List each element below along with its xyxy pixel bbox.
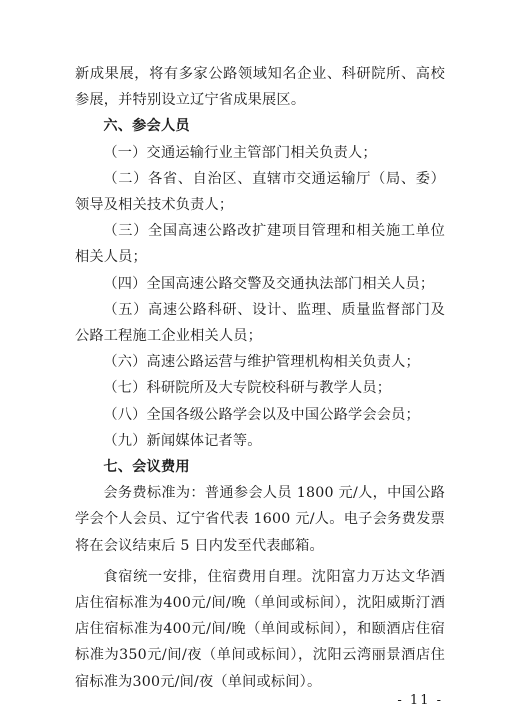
intro-paragraph: 新成果展，将有多家公路领域知名企业、科研院所、高校参展，并特别设立辽宁省成果展区。 xyxy=(75,66,445,109)
lodging-paragraph: 食宿统一安排，住宿费用自理。沈阳富力万达文华酒店住宿标准为400元/间/晚（单间或标间），沈阳威斯汀酒店住宿标准为400元/间/晚（单间或标间），和颐酒店住宿标准为350元/间/夜（单间或标间），沈阳云湾丽景酒店住宿标准为300元/间/夜（单间或标间）。 xyxy=(75,568,445,690)
attendee-item-5: （五）高速公路科研、设计、监理、质量监督部门及公路工程施工企业相关人员； xyxy=(75,301,445,345)
attendee-item-7: （七）科研院所及大专院校科研与教学人员； xyxy=(103,380,392,397)
fee-paragraph: 会务费标准为：普通参会人员 1800 元/人，中国公路学会个人会员、辽宁省代表 1600 元/人。电子会务费发票将在会议结束后 5 日内发至代表邮箱。 xyxy=(75,485,445,554)
attendee-item-4: （四）全国高速公路交警及交通执法部门相关人员； xyxy=(103,275,435,292)
attendee-item-8: （八）全国各级公路学会以及中国公路学会会员； xyxy=(103,406,420,423)
attendee-item-3: （三）全国高速公路改扩建项目管理和相关施工单位相关人员； xyxy=(75,223,445,266)
section-6-heading: 六、参会人员 xyxy=(103,118,190,135)
attendee-item-1: （一）交通运输行业主管部门相关负责人； xyxy=(103,144,377,161)
attendee-item-6: （六）高速公路运营与维护管理机构相关负责人； xyxy=(103,354,420,371)
section-7-heading: 七、会议费用 xyxy=(103,459,190,476)
attendee-item-9: （九）新闻媒体记者等。 xyxy=(103,432,262,449)
attendee-item-2: （二）各省、自治区、直辖市交通运输厅（局、委）领导及相关技术负责人； xyxy=(75,170,445,214)
document-body xyxy=(75,61,445,695)
page-number: - 11 - xyxy=(397,693,443,708)
